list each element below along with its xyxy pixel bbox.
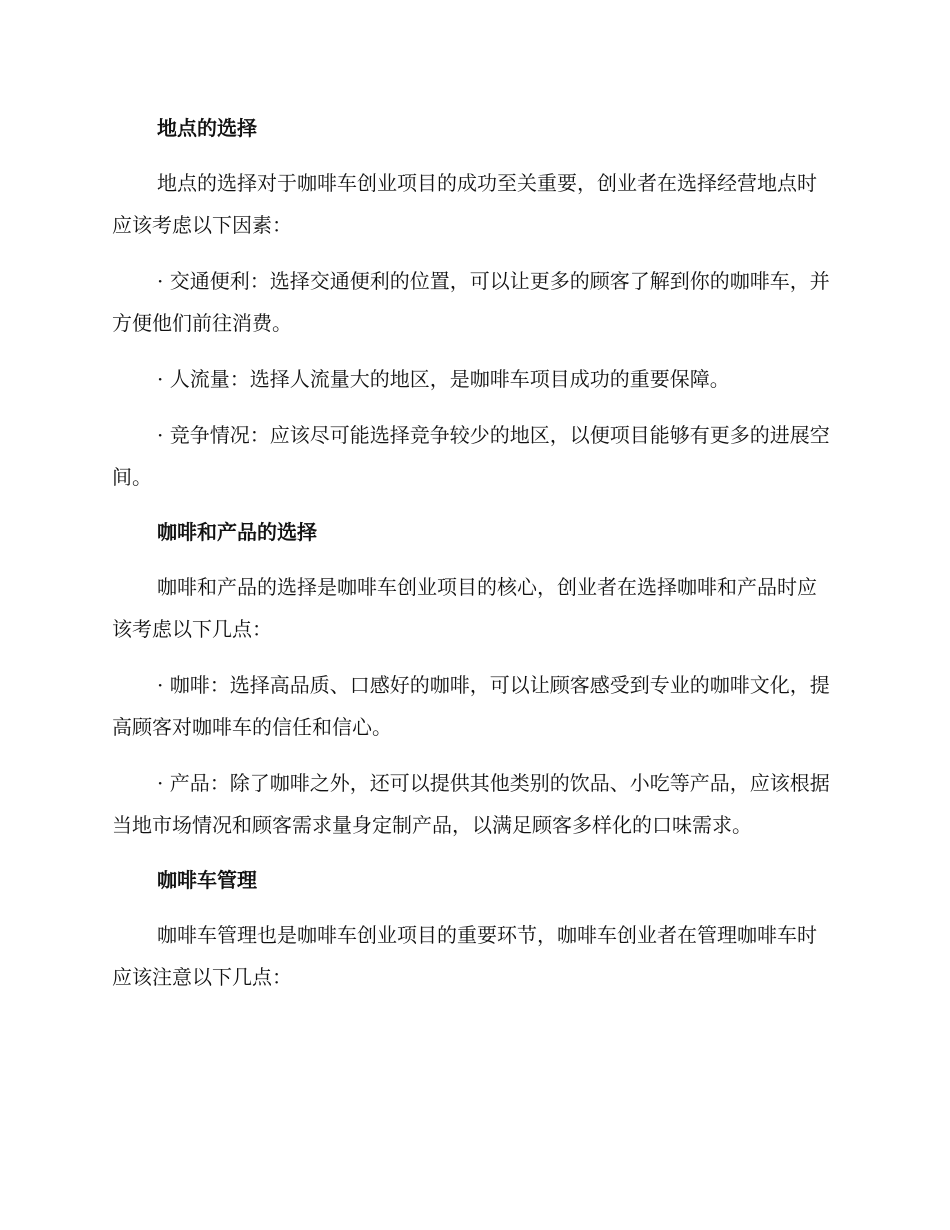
section-heading-products: 咖啡和产品的选择: [157, 520, 317, 544]
bullet-foot-traffic: · 人流量：选择人流量大的地区，是咖啡车项目成功的重要保障。: [157, 367, 730, 391]
paragraph-products-intro: 咖啡和产品的选择是咖啡车创业项目的核心，创业者在选择咖啡和产品时应该考虑以下几点：: [112, 575, 817, 641]
bullet-other-products: · 产品：除了咖啡之外，还可以提供其他类别的饮品、小吃等产品，应该根据当地市场情况和顾客需求量身定制产品，以满足顾客多样化的口味需求。: [112, 771, 830, 837]
bullet-transport: · 交通便利：选择交通便利的位置，可以让更多的顾客了解到你的咖啡车，并方便他们前往消费。: [112, 269, 830, 335]
section-heading-location: 地点的选择: [157, 116, 257, 140]
bullet-coffee: · 咖啡：选择高品质、口感好的咖啡，可以让顾客感受到专业的咖啡文化，提高顾客对咖啡车的信任和信心。: [112, 673, 830, 739]
paragraph-management-intro: 咖啡车管理也是咖啡车创业项目的重要环节，咖啡车创业者在管理咖啡车时应该注意以下几点：: [112, 923, 817, 989]
document-body: [112, 108, 832, 998]
bullet-competition: · 竞争情况：应该尽可能选择竞争较少的地区，以便项目能够有更多的进展空间。: [112, 423, 830, 489]
section-heading-management: 咖啡车管理: [157, 868, 257, 892]
paragraph-location-intro: 地点的选择对于咖啡车创业项目的成功至关重要，创业者在选择经营地点时应该考虑以下因素：: [112, 171, 817, 237]
